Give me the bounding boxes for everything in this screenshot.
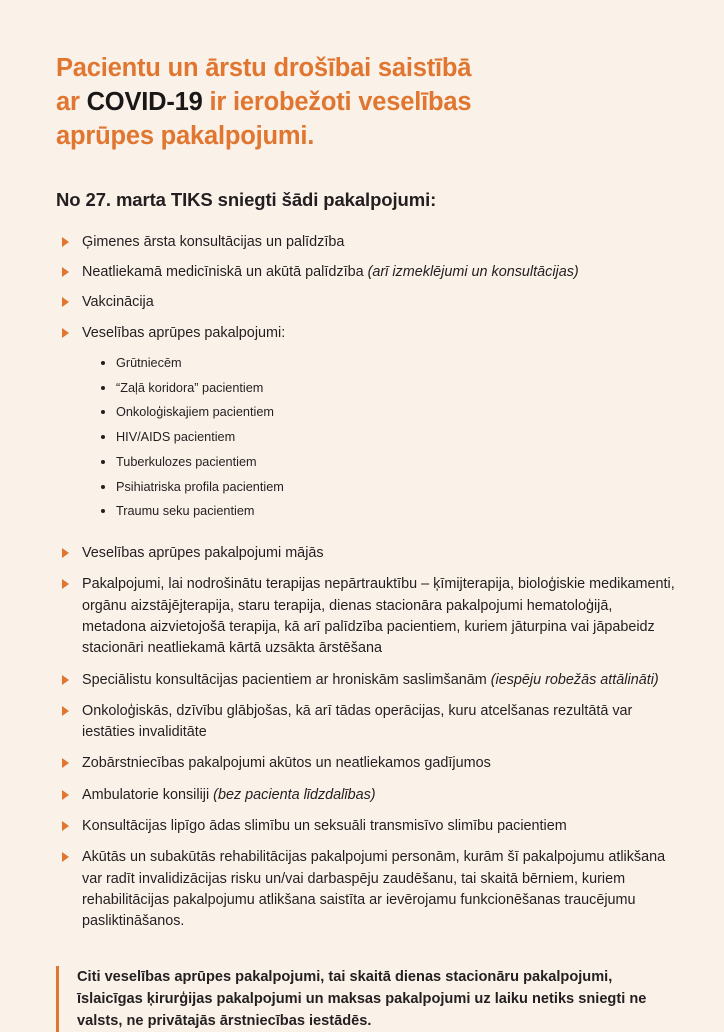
triangle-bullet-icon (62, 790, 69, 800)
service-item-home-care (56, 543, 680, 564)
service-item-label: Zobārstniecības pakalpojumi akūtos un neatliekamos gadījumos (82, 755, 491, 772)
service-item-label: Ambulatorie konsiliji (82, 786, 214, 803)
service-item-emergency-care (56, 262, 680, 283)
services-list (56, 232, 680, 518)
patient-group-label: Traumu seku pacientiem (116, 504, 255, 519)
patient-group-label: Psihiatriska profila pacientiem (116, 479, 284, 494)
service-item-vaccination (56, 292, 680, 313)
title-line-2-prefix: ar (56, 87, 87, 116)
list-item (100, 357, 680, 370)
dot-bullet-icon (101, 361, 105, 365)
dot-bullet-icon (101, 410, 105, 414)
list-item (100, 456, 680, 469)
triangle-bullet-icon (62, 328, 69, 338)
service-item-note: (bez pacienta līdzdalības) (213, 786, 376, 803)
triangle-bullet-icon (62, 548, 69, 558)
list-item (100, 406, 680, 419)
service-item-label: Konsultācijas lipīgo ādas slimību un seksuāli transmisīvo slimību pacientiem (82, 818, 567, 835)
patient-group-label: HIV/AIDS pacientiem (116, 430, 236, 445)
triangle-bullet-icon (62, 675, 69, 685)
service-item-specialist-consultations (56, 670, 680, 691)
service-item-outpatient-councils (56, 785, 680, 806)
service-item-rehabilitation (56, 847, 680, 932)
list-item (100, 481, 680, 494)
list-item (100, 505, 680, 518)
title-covid-label: COVID-19 (86, 87, 203, 116)
dot-bullet-icon (101, 509, 105, 513)
triangle-bullet-icon (62, 852, 69, 862)
dot-bullet-icon (101, 460, 105, 464)
service-item-note: (iespēju robežās attālināti) (490, 671, 659, 688)
service-item-label: Pakalpojumi, lai nodrošinātu terapijas nepārtrauktību – ķīmijterapija, bioloģiskie medikamenti, orgānu aizstājējterapija, staru terapija, dienas stacionāra pakalpojumi hematoloģijā, metadona aizvietojošā terapija, kā arī palīdzība pacientiem, kuriem jāturpina vai jāpabeidz stacionāri neatliekamā kārtā uzsākta ārstēšana (82, 576, 675, 657)
triangle-bullet-icon (62, 758, 69, 768)
patient-group-sublist (82, 357, 680, 518)
services-list-continued (56, 543, 680, 933)
triangle-bullet-icon (62, 706, 69, 716)
dot-bullet-icon (101, 435, 105, 439)
subtitle-prefix: No 27. marta (56, 188, 171, 210)
service-item-label: Akūtās un subakūtās rehabilitācijas pakalpojumi personām, kurām šī pakalpojumu atlikšana var radīt invalidizācijas risku un/vai darbaspēju zaudēšanu, tai skaitā bērniem, kuriem rehabilitācijas pakalpojumu atlikšana saistīta ar ievērojamu funkcionēšanas traucējumu pasliktināšanos. (82, 849, 666, 930)
title-line-2-suffix: ir ierobežoti veselības (202, 87, 472, 116)
triangle-bullet-icon (62, 267, 69, 277)
patient-group-label: “Zaļā koridora” pacientiem (116, 380, 264, 395)
service-item-family-doctor (56, 232, 680, 253)
service-item-label: Neatliekamā medicīniskā un akūtā palīdzība (82, 264, 368, 281)
page-title (56, 52, 576, 154)
service-item-dental-care (56, 753, 680, 774)
title-line-3: aprūpes pakalpojumi. (56, 121, 315, 150)
service-item-label: Onkoloģiskās, dzīvību glābjošas, kā arī tādas operācijas, kuru atcelšanas rezultātā var iestāties invaliditāte (82, 702, 633, 741)
service-item-skin-std-consultations (56, 816, 680, 837)
list-item (100, 431, 680, 444)
service-item-note: (arī izmeklējumi un konsultācijas) (367, 264, 579, 281)
suspended-services-callout (56, 966, 667, 1032)
service-item-therapy-continuity (56, 574, 680, 659)
triangle-bullet-icon (62, 237, 69, 247)
service-item-label: Ģimenes ārsta konsultācijas un palīdzība (82, 233, 345, 250)
triangle-bullet-icon (62, 297, 69, 307)
callout-text: Citi veselības aprūpes pakalpojumi, tai skaitā dienas stacionāru pakalpojumi, īslaicīgas ķirurģijas pakalpojumi un maksas pakalpojumi uz laiku netiks sniegti ne valsts, ne privātajās ārstniecības iestādēs. (77, 968, 647, 1029)
subtitle-emphasis: TIKS sniegti (170, 188, 277, 210)
service-item-healthcare-services (56, 323, 680, 518)
title-line-1: Pacientu un ārstu drošībai saistībā (56, 54, 472, 82)
patient-group-label: Onkoloģiskajiem pacientiem (116, 405, 274, 420)
list-item (100, 382, 680, 395)
patient-group-label: Tuberkulozes pacientiem (116, 454, 257, 469)
section-spacer (56, 530, 680, 543)
service-item-label: Veselības aprūpes pakalpojumi mājās (82, 544, 324, 561)
triangle-bullet-icon (62, 821, 69, 831)
triangle-bullet-icon (62, 579, 69, 589)
patient-group-label: Grūtniecēm (116, 356, 182, 371)
service-item-oncology-surgery (56, 701, 680, 744)
service-item-label: Speciālistu konsultācijas pacientiem ar hroniskām saslimšanām (82, 671, 491, 688)
subtitle-suffix: šādi pakalpojumi: (276, 188, 437, 210)
service-item-label: Vakcinācija (82, 294, 154, 311)
section-subtitle (56, 188, 680, 212)
dot-bullet-icon (101, 485, 105, 489)
service-item-label: Veselības aprūpes pakalpojumi: (82, 324, 286, 341)
dot-bullet-icon (101, 386, 105, 390)
